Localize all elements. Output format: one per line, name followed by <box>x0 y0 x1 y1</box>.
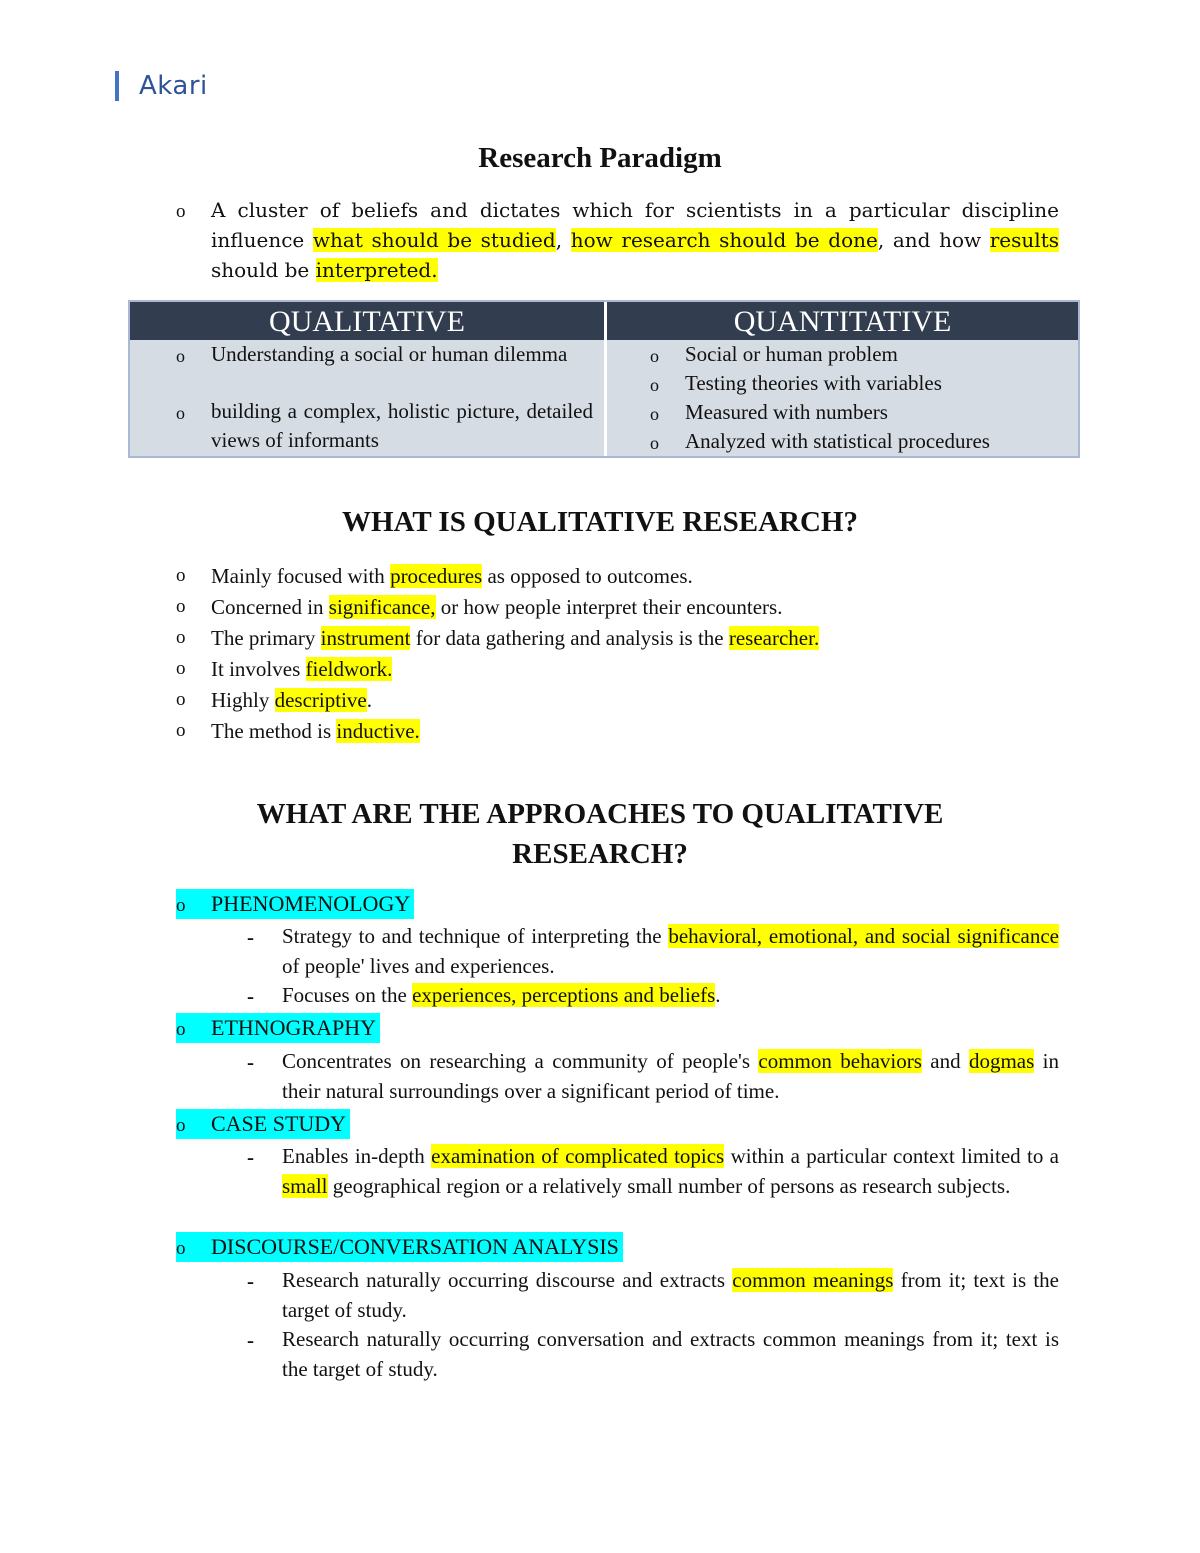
bullet-marker: o <box>650 433 659 453</box>
highlight: dogmas <box>968 1049 1035 1073</box>
list-item: Highly descriptive. <box>211 688 372 712</box>
bullet-marker: o <box>176 627 186 648</box>
highlight: small <box>282 1173 328 1198</box>
ethnography-heading: o ETHNOGRAPHY <box>176 1013 380 1043</box>
highlight: common meanings <box>732 1268 894 1292</box>
bullet-marker: o <box>650 375 659 395</box>
discourse-desc-1: Research naturally occurring discourse and extracts common meanings from it; text is the target of study. <box>282 1268 1059 1322</box>
page-header <box>115 70 208 102</box>
bullet-marker: o <box>176 596 186 617</box>
highlight: interpreted. <box>315 258 438 282</box>
quant-item: Analyzed with statistical procedures <box>685 429 990 453</box>
discourse-analysis-heading: o DISCOURSE/CONVERSATION ANALYSIS <box>176 1232 623 1262</box>
quant-item: Measured with numbers <box>685 400 888 424</box>
bullet-marker: o <box>176 658 186 679</box>
list-item: Concerned in significance, or how people interpret their encounters. <box>211 595 783 619</box>
table-column-divider <box>604 302 607 456</box>
highlight: what should be studied <box>312 228 556 252</box>
list-item: It involves fieldwork. <box>211 657 393 681</box>
discourse-desc-2: Research naturally occurring conversation and extracts common meanings from it; text is the target of study. <box>282 1327 1059 1381</box>
list-item: The method is inductive. <box>211 719 420 743</box>
list-item: The primary instrument for data gathering and analysis is the researcher. <box>211 626 820 650</box>
ethnography-desc-1: Concentrates on researching a community of people's common behaviors and dogmas in their natural surroundings over a significant period of time. <box>282 1049 1059 1103</box>
bullet-marker: o <box>650 346 659 366</box>
dash-marker: - <box>247 1328 254 1352</box>
qualitative-header: QUALITATIVE <box>269 305 465 338</box>
approaches-title: WHAT ARE THE APPROACHES TO QUALITATIVE RESEARCH? <box>256 798 944 870</box>
phenomenology-desc-2: Focuses on the experiences, perceptions and beliefs. <box>282 983 721 1007</box>
bullet-marker: o <box>176 346 185 366</box>
qual-item: Understanding a social or human dilemma <box>211 342 568 366</box>
bullet-marker: o <box>650 404 659 424</box>
dash-marker: - <box>247 1145 254 1169</box>
qual-item: building a complex, holistic picture, detailed views of informants <box>211 399 593 452</box>
case-study-heading: o CASE STUDY <box>176 1109 350 1139</box>
quant-item: Testing theories with variables <box>685 371 942 395</box>
header-author-name: Akari <box>139 71 208 101</box>
list-item: Mainly focused with procedures as opposed to outcomes. <box>211 564 693 588</box>
highlight: researcher. <box>728 626 820 650</box>
highlight: results <box>989 228 1059 252</box>
highlight: behavioral, emotional, and social significance <box>668 924 1059 948</box>
highlight: procedures <box>390 564 483 588</box>
bullet-marker: o <box>176 720 186 741</box>
case-study-desc-1: Enables in-depth examination of complicated topics within a particular context limited to a small geographical region or a relatively small number of persons as research subjects. <box>282 1144 1059 1198</box>
phenomenology-desc-1: Strategy to and technique of interpreting the behavioral, emotional, and social significance of people' lives and experiences. <box>282 924 1059 978</box>
highlight: fieldwork. <box>305 657 393 681</box>
dash-marker: - <box>247 1269 254 1293</box>
bullet-marker: o <box>176 403 185 423</box>
highlight: experiences, perceptions and beliefs <box>412 983 716 1007</box>
highlight: instrument <box>320 626 411 650</box>
header-accent-bar <box>115 71 119 101</box>
research-paradigm-title: Research Paradigm <box>478 142 722 174</box>
highlight: descriptive <box>274 688 367 712</box>
quant-item: Social or human problem <box>685 342 898 366</box>
highlight: common behaviors <box>758 1049 922 1073</box>
paradigm-definition: A cluster of beliefs and dictates which for scientists in a particular discipline influence what should be studied, how research should be done, and how results should be interpreted. <box>211 198 1059 282</box>
bullet-marker: o <box>176 565 186 586</box>
highlight: how research should be done <box>570 228 878 252</box>
dash-marker: - <box>247 925 254 949</box>
highlight: significance, <box>328 595 436 619</box>
bullet-marker: o <box>176 201 186 222</box>
bullet-marker: o <box>176 689 186 710</box>
qualitative-research-title: WHAT IS QUALITATIVE RESEARCH? <box>342 506 858 538</box>
highlight: examination of complicated topics <box>431 1144 725 1168</box>
dash-marker: - <box>247 1050 254 1074</box>
quantitative-header: QUANTITATIVE <box>733 305 952 338</box>
dash-marker: - <box>247 984 254 1008</box>
comparison-table <box>128 300 1080 458</box>
highlight: inductive. <box>336 719 420 743</box>
phenomenology-heading: o PHENOMENOLOGY <box>176 889 414 919</box>
